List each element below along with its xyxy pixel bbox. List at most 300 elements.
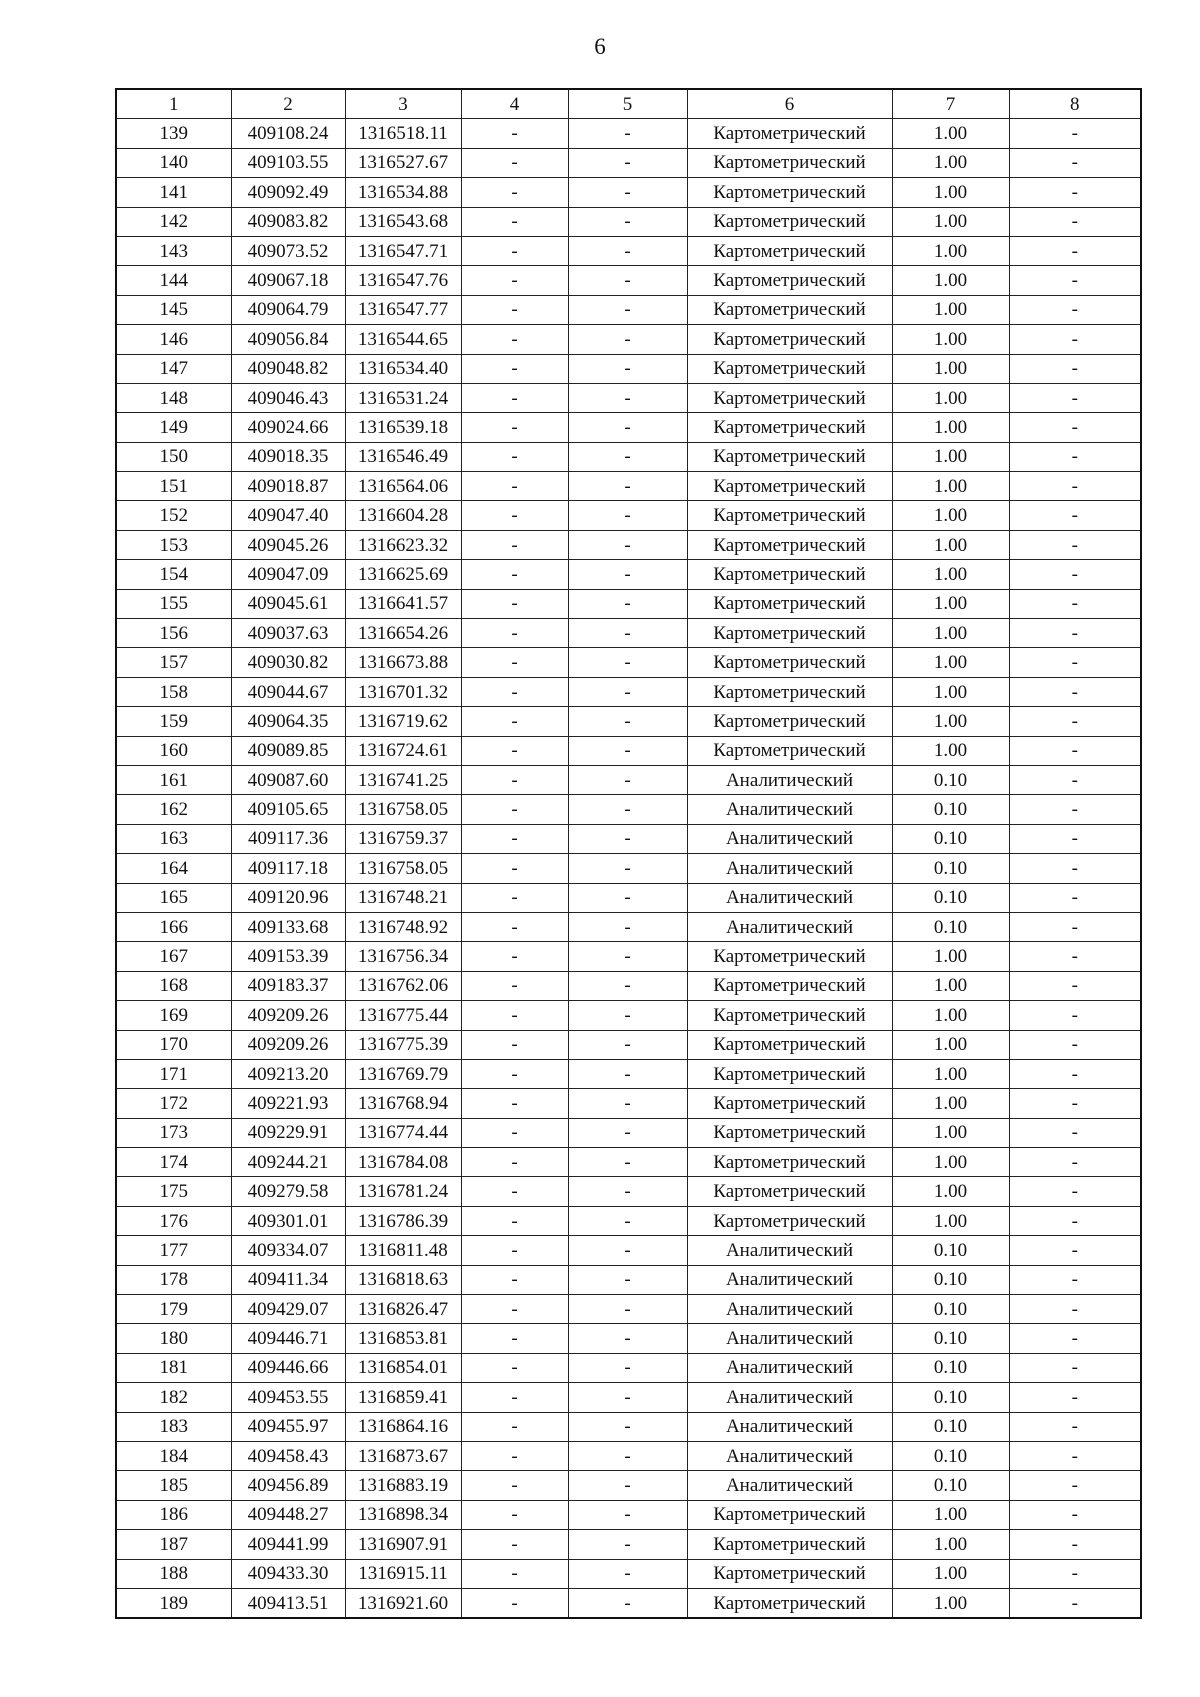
cell-x-coordinate: 409229.91 — [231, 1118, 345, 1147]
table-row — [116, 1353, 1141, 1382]
cell-accuracy: 1.00 — [892, 413, 1009, 442]
cell-col-8: - — [1009, 1059, 1141, 1088]
cell-point-number: 145 — [116, 295, 231, 324]
cell-col-8: - — [1009, 1412, 1141, 1441]
cell-col-4: - — [461, 824, 568, 853]
cell-point-number: 164 — [116, 854, 231, 883]
cell-col-4: - — [461, 1206, 568, 1235]
cell-method: Картометрический — [687, 1500, 892, 1529]
cell-accuracy: 0.10 — [892, 795, 1009, 824]
cell-x-coordinate: 409047.09 — [231, 560, 345, 589]
cell-x-coordinate: 409046.43 — [231, 383, 345, 412]
cell-point-number: 168 — [116, 971, 231, 1000]
cell-method: Картометрический — [687, 295, 892, 324]
cell-point-number: 167 — [116, 942, 231, 971]
cell-accuracy: 0.10 — [892, 1441, 1009, 1470]
cell-col-4: - — [461, 1236, 568, 1265]
cell-accuracy: 1.00 — [892, 325, 1009, 354]
cell-col-5: - — [568, 1559, 687, 1588]
cell-col-5: - — [568, 530, 687, 559]
table-row — [116, 1559, 1141, 1588]
cell-col-8: - — [1009, 1530, 1141, 1559]
table-row — [116, 854, 1141, 883]
cell-col-4: - — [461, 648, 568, 677]
cell-col-8: - — [1009, 1295, 1141, 1324]
cell-method: Картометрический — [687, 1148, 892, 1177]
cell-method: Картометрический — [687, 325, 892, 354]
cell-y-coordinate: 1316564.06 — [345, 472, 461, 501]
cell-point-number: 159 — [116, 707, 231, 736]
cell-col-8: - — [1009, 942, 1141, 971]
cell-y-coordinate: 1316547.77 — [345, 295, 461, 324]
cell-point-number: 163 — [116, 824, 231, 853]
table-row — [116, 383, 1141, 412]
cell-col-4: - — [461, 677, 568, 706]
cell-col-4: - — [461, 912, 568, 941]
cell-method: Аналитический — [687, 1412, 892, 1441]
cell-y-coordinate: 1316756.34 — [345, 942, 461, 971]
cell-method: Картометрический — [687, 619, 892, 648]
cell-x-coordinate: 409301.01 — [231, 1206, 345, 1235]
cell-y-coordinate: 1316748.21 — [345, 883, 461, 912]
cell-col-4: - — [461, 736, 568, 765]
cell-col-8: - — [1009, 1353, 1141, 1382]
cell-col-5: - — [568, 442, 687, 471]
cell-point-number: 174 — [116, 1148, 231, 1177]
cell-col-8: - — [1009, 589, 1141, 618]
cell-col-4: - — [461, 266, 568, 295]
table-row — [116, 472, 1141, 501]
cell-col-5: - — [568, 178, 687, 207]
cell-col-8: - — [1009, 266, 1141, 295]
cell-col-5: - — [568, 942, 687, 971]
cell-col-5: - — [568, 971, 687, 1000]
cell-col-4: - — [461, 707, 568, 736]
cell-col-5: - — [568, 1030, 687, 1059]
table-row — [116, 1530, 1141, 1559]
cell-method: Картометрический — [687, 1118, 892, 1147]
cell-point-number: 160 — [116, 736, 231, 765]
table-row — [116, 1265, 1141, 1294]
cell-accuracy: 1.00 — [892, 119, 1009, 148]
cell-y-coordinate: 1316762.06 — [345, 971, 461, 1000]
cell-x-coordinate: 409244.21 — [231, 1148, 345, 1177]
cell-x-coordinate: 409087.60 — [231, 765, 345, 794]
cell-method: Картометрический — [687, 383, 892, 412]
cell-x-coordinate: 409105.65 — [231, 795, 345, 824]
cell-x-coordinate: 409067.18 — [231, 266, 345, 295]
cell-point-number: 156 — [116, 619, 231, 648]
table-row — [116, 560, 1141, 589]
table-row — [116, 1324, 1141, 1353]
cell-col-8: - — [1009, 383, 1141, 412]
cell-accuracy: 1.00 — [892, 178, 1009, 207]
cell-accuracy: 1.00 — [892, 1030, 1009, 1059]
cell-accuracy: 1.00 — [892, 501, 1009, 530]
cell-accuracy: 1.00 — [892, 942, 1009, 971]
cell-y-coordinate: 1316826.47 — [345, 1295, 461, 1324]
cell-col-4: - — [461, 501, 568, 530]
cell-col-5: - — [568, 677, 687, 706]
cell-col-4: - — [461, 854, 568, 883]
cell-accuracy: 1.00 — [892, 295, 1009, 324]
cell-col-4: - — [461, 1001, 568, 1030]
cell-x-coordinate: 409334.07 — [231, 1236, 345, 1265]
cell-y-coordinate: 1316784.08 — [345, 1148, 461, 1177]
cell-x-coordinate: 409221.93 — [231, 1089, 345, 1118]
cell-col-5: - — [568, 148, 687, 177]
cell-col-5: - — [568, 1177, 687, 1206]
cell-method: Картометрический — [687, 1177, 892, 1206]
table-row — [116, 442, 1141, 471]
table-row — [116, 1441, 1141, 1470]
table-row — [116, 148, 1141, 177]
cell-point-number: 149 — [116, 413, 231, 442]
cell-y-coordinate: 1316534.40 — [345, 354, 461, 383]
cell-method: Аналитический — [687, 1265, 892, 1294]
cell-col-4: - — [461, 1177, 568, 1206]
cell-y-coordinate: 1316625.69 — [345, 560, 461, 589]
cell-y-coordinate: 1316547.71 — [345, 236, 461, 265]
cell-method: Картометрический — [687, 207, 892, 236]
cell-method: Аналитический — [687, 1236, 892, 1265]
cell-method: Картометрический — [687, 560, 892, 589]
cell-method: Картометрический — [687, 119, 892, 148]
cell-accuracy: 0.10 — [892, 1471, 1009, 1500]
cell-point-number: 187 — [116, 1530, 231, 1559]
cell-method: Картометрический — [687, 1588, 892, 1618]
cell-point-number: 185 — [116, 1471, 231, 1500]
cell-point-number: 158 — [116, 677, 231, 706]
cell-col-5: - — [568, 325, 687, 354]
column-header-4: 4 — [461, 89, 568, 119]
cell-point-number: 188 — [116, 1559, 231, 1588]
cell-accuracy: 0.10 — [892, 912, 1009, 941]
cell-col-5: - — [568, 1295, 687, 1324]
cell-y-coordinate: 1316518.11 — [345, 119, 461, 148]
cell-col-8: - — [1009, 1265, 1141, 1294]
cell-point-number: 189 — [116, 1588, 231, 1618]
cell-col-4: - — [461, 413, 568, 442]
cell-col-5: - — [568, 295, 687, 324]
cell-accuracy: 0.10 — [892, 1353, 1009, 1382]
cell-accuracy: 1.00 — [892, 1177, 1009, 1206]
cell-method: Аналитический — [687, 1324, 892, 1353]
cell-method: Картометрический — [687, 354, 892, 383]
cell-col-5: - — [568, 1530, 687, 1559]
cell-accuracy: 0.10 — [892, 824, 1009, 853]
column-header-5: 5 — [568, 89, 687, 119]
cell-accuracy: 1.00 — [892, 707, 1009, 736]
cell-method: Картометрический — [687, 413, 892, 442]
cell-col-5: - — [568, 1588, 687, 1618]
cell-x-coordinate: 409279.58 — [231, 1177, 345, 1206]
cell-method: Картометрический — [687, 178, 892, 207]
table-row — [116, 501, 1141, 530]
cell-col-4: - — [461, 1530, 568, 1559]
table-row — [116, 765, 1141, 794]
cell-method: Аналитический — [687, 883, 892, 912]
cell-y-coordinate: 1316898.34 — [345, 1500, 461, 1529]
cell-method: Картометрический — [687, 589, 892, 618]
column-header-2: 2 — [231, 89, 345, 119]
cell-x-coordinate: 409018.87 — [231, 472, 345, 501]
cell-col-4: - — [461, 442, 568, 471]
cell-col-5: - — [568, 236, 687, 265]
cell-point-number: 179 — [116, 1295, 231, 1324]
cell-accuracy: 1.00 — [892, 442, 1009, 471]
cell-accuracy: 1.00 — [892, 1559, 1009, 1588]
cell-accuracy: 1.00 — [892, 148, 1009, 177]
cell-col-4: - — [461, 1559, 568, 1588]
cell-x-coordinate: 409448.27 — [231, 1500, 345, 1529]
cell-accuracy: 1.00 — [892, 648, 1009, 677]
cell-col-5: - — [568, 912, 687, 941]
table-row — [116, 178, 1141, 207]
cell-col-4: - — [461, 560, 568, 589]
cell-point-number: 169 — [116, 1001, 231, 1030]
cell-col-5: - — [568, 560, 687, 589]
cell-x-coordinate: 409073.52 — [231, 236, 345, 265]
cell-y-coordinate: 1316604.28 — [345, 501, 461, 530]
cell-y-coordinate: 1316654.26 — [345, 619, 461, 648]
cell-y-coordinate: 1316758.05 — [345, 854, 461, 883]
cell-point-number: 152 — [116, 501, 231, 530]
cell-accuracy: 0.10 — [892, 1295, 1009, 1324]
table-row — [116, 325, 1141, 354]
cell-method: Картометрический — [687, 677, 892, 706]
cell-col-8: - — [1009, 1001, 1141, 1030]
cell-x-coordinate: 409117.36 — [231, 824, 345, 853]
cell-point-number: 147 — [116, 354, 231, 383]
coordinates-table — [115, 88, 1142, 1619]
table-row — [116, 736, 1141, 765]
cell-accuracy: 1.00 — [892, 619, 1009, 648]
cell-accuracy: 0.10 — [892, 765, 1009, 794]
table-row — [116, 119, 1141, 148]
cell-method: Картометрический — [687, 707, 892, 736]
cell-y-coordinate: 1316883.19 — [345, 1471, 461, 1500]
cell-point-number: 148 — [116, 383, 231, 412]
cell-col-5: - — [568, 736, 687, 765]
cell-y-coordinate: 1316759.37 — [345, 824, 461, 853]
cell-y-coordinate: 1316534.88 — [345, 178, 461, 207]
cell-col-5: - — [568, 707, 687, 736]
cell-col-8: - — [1009, 148, 1141, 177]
cell-method: Картометрический — [687, 942, 892, 971]
table-row — [116, 295, 1141, 324]
table-row — [116, 1059, 1141, 1088]
cell-point-number: 153 — [116, 530, 231, 559]
cell-x-coordinate: 409117.18 — [231, 854, 345, 883]
cell-col-5: - — [568, 354, 687, 383]
cell-col-5: - — [568, 1118, 687, 1147]
cell-accuracy: 1.00 — [892, 1500, 1009, 1529]
cell-method: Аналитический — [687, 1295, 892, 1324]
cell-method: Картометрический — [687, 1530, 892, 1559]
cell-point-number: 171 — [116, 1059, 231, 1088]
cell-x-coordinate: 409056.84 — [231, 325, 345, 354]
table-row — [116, 1030, 1141, 1059]
cell-method: Картометрический — [687, 1089, 892, 1118]
cell-y-coordinate: 1316547.76 — [345, 266, 461, 295]
cell-accuracy: 1.00 — [892, 266, 1009, 295]
cell-col-4: - — [461, 1471, 568, 1500]
cell-col-8: - — [1009, 325, 1141, 354]
cell-point-number: 177 — [116, 1236, 231, 1265]
table-body — [116, 119, 1141, 1618]
cell-col-8: - — [1009, 1148, 1141, 1177]
cell-point-number: 186 — [116, 1500, 231, 1529]
cell-point-number: 161 — [116, 765, 231, 794]
cell-col-8: - — [1009, 736, 1141, 765]
cell-accuracy: 1.00 — [892, 1588, 1009, 1618]
cell-x-coordinate: 409018.35 — [231, 442, 345, 471]
cell-col-8: - — [1009, 119, 1141, 148]
cell-col-5: - — [568, 1441, 687, 1470]
cell-method: Аналитический — [687, 1441, 892, 1470]
cell-col-5: - — [568, 207, 687, 236]
cell-x-coordinate: 409133.68 — [231, 912, 345, 941]
cell-method: Аналитический — [687, 824, 892, 853]
cell-accuracy: 0.10 — [892, 1236, 1009, 1265]
cell-point-number: 181 — [116, 1353, 231, 1382]
cell-point-number: 139 — [116, 119, 231, 148]
cell-col-8: - — [1009, 295, 1141, 324]
cell-x-coordinate: 409458.43 — [231, 1441, 345, 1470]
cell-accuracy: 1.00 — [892, 236, 1009, 265]
cell-col-4: - — [461, 148, 568, 177]
table-row — [116, 1588, 1141, 1618]
cell-col-5: - — [568, 1001, 687, 1030]
cell-col-5: - — [568, 1412, 687, 1441]
table-row — [116, 942, 1141, 971]
cell-accuracy: 1.00 — [892, 971, 1009, 1000]
cell-col-8: - — [1009, 854, 1141, 883]
cell-accuracy: 1.00 — [892, 560, 1009, 589]
cell-col-8: - — [1009, 1118, 1141, 1147]
cell-y-coordinate: 1316915.11 — [345, 1559, 461, 1588]
cell-col-5: - — [568, 1206, 687, 1235]
cell-method: Аналитический — [687, 912, 892, 941]
cell-y-coordinate: 1316864.16 — [345, 1412, 461, 1441]
cell-accuracy: 1.00 — [892, 530, 1009, 559]
cell-col-5: - — [568, 824, 687, 853]
table-row — [116, 1148, 1141, 1177]
cell-x-coordinate: 409048.82 — [231, 354, 345, 383]
cell-method: Аналитический — [687, 1471, 892, 1500]
cell-col-8: - — [1009, 442, 1141, 471]
cell-x-coordinate: 409045.61 — [231, 589, 345, 618]
cell-accuracy: 1.00 — [892, 1059, 1009, 1088]
cell-col-8: - — [1009, 707, 1141, 736]
cell-col-5: - — [568, 501, 687, 530]
cell-col-5: - — [568, 472, 687, 501]
cell-col-8: - — [1009, 1236, 1141, 1265]
table-row — [116, 1412, 1141, 1441]
cell-x-coordinate: 409153.39 — [231, 942, 345, 971]
cell-point-number: 141 — [116, 178, 231, 207]
cell-y-coordinate: 1316758.05 — [345, 795, 461, 824]
cell-col-5: - — [568, 1236, 687, 1265]
cell-accuracy: 1.00 — [892, 1001, 1009, 1030]
cell-col-8: - — [1009, 1177, 1141, 1206]
cell-y-coordinate: 1316539.18 — [345, 413, 461, 442]
cell-y-coordinate: 1316775.44 — [345, 1001, 461, 1030]
cell-accuracy: 1.00 — [892, 589, 1009, 618]
cell-method: Аналитический — [687, 765, 892, 794]
cell-col-4: - — [461, 178, 568, 207]
cell-method: Картометрический — [687, 472, 892, 501]
column-header-1: 1 — [116, 89, 231, 119]
cell-y-coordinate: 1316673.88 — [345, 648, 461, 677]
cell-method: Картометрический — [687, 1030, 892, 1059]
table-row — [116, 1295, 1141, 1324]
cell-point-number: 173 — [116, 1118, 231, 1147]
cell-col-8: - — [1009, 1030, 1141, 1059]
cell-col-5: - — [568, 1324, 687, 1353]
cell-accuracy: 1.00 — [892, 1089, 1009, 1118]
cell-col-5: - — [568, 883, 687, 912]
cell-method: Картометрический — [687, 530, 892, 559]
cell-accuracy: 1.00 — [892, 1118, 1009, 1147]
cell-col-4: - — [461, 1353, 568, 1382]
cell-y-coordinate: 1316774.44 — [345, 1118, 461, 1147]
cell-col-5: - — [568, 589, 687, 618]
cell-method: Картометрический — [687, 1059, 892, 1088]
cell-accuracy: 0.10 — [892, 1412, 1009, 1441]
cell-x-coordinate: 409092.49 — [231, 178, 345, 207]
cell-accuracy: 0.10 — [892, 883, 1009, 912]
cell-x-coordinate: 409037.63 — [231, 619, 345, 648]
table-row — [116, 824, 1141, 853]
cell-method: Картометрический — [687, 501, 892, 530]
cell-col-8: - — [1009, 207, 1141, 236]
cell-y-coordinate: 1316701.32 — [345, 677, 461, 706]
cell-x-coordinate: 409456.89 — [231, 1471, 345, 1500]
cell-col-4: - — [461, 1412, 568, 1441]
cell-point-number: 144 — [116, 266, 231, 295]
cell-col-4: - — [461, 1383, 568, 1412]
cell-col-4: - — [461, 795, 568, 824]
table-row — [116, 912, 1141, 941]
cell-col-8: - — [1009, 824, 1141, 853]
cell-col-4: - — [461, 119, 568, 148]
cell-method: Картометрический — [687, 1001, 892, 1030]
cell-y-coordinate: 1316775.39 — [345, 1030, 461, 1059]
cell-col-8: - — [1009, 765, 1141, 794]
cell-y-coordinate: 1316781.24 — [345, 1177, 461, 1206]
cell-y-coordinate: 1316544.65 — [345, 325, 461, 354]
cell-col-4: - — [461, 883, 568, 912]
cell-point-number: 143 — [116, 236, 231, 265]
table-row — [116, 354, 1141, 383]
cell-col-5: - — [568, 765, 687, 794]
cell-point-number: 146 — [116, 325, 231, 354]
cell-x-coordinate: 409030.82 — [231, 648, 345, 677]
cell-col-4: - — [461, 354, 568, 383]
cell-x-coordinate: 409103.55 — [231, 148, 345, 177]
table-row — [116, 530, 1141, 559]
cell-y-coordinate: 1316641.57 — [345, 589, 461, 618]
cell-x-coordinate: 409411.34 — [231, 1265, 345, 1294]
table-row — [116, 1236, 1141, 1265]
cell-point-number: 178 — [116, 1265, 231, 1294]
cell-col-4: - — [461, 383, 568, 412]
cell-col-8: - — [1009, 1441, 1141, 1470]
cell-y-coordinate: 1316719.62 — [345, 707, 461, 736]
cell-point-number: 175 — [116, 1177, 231, 1206]
